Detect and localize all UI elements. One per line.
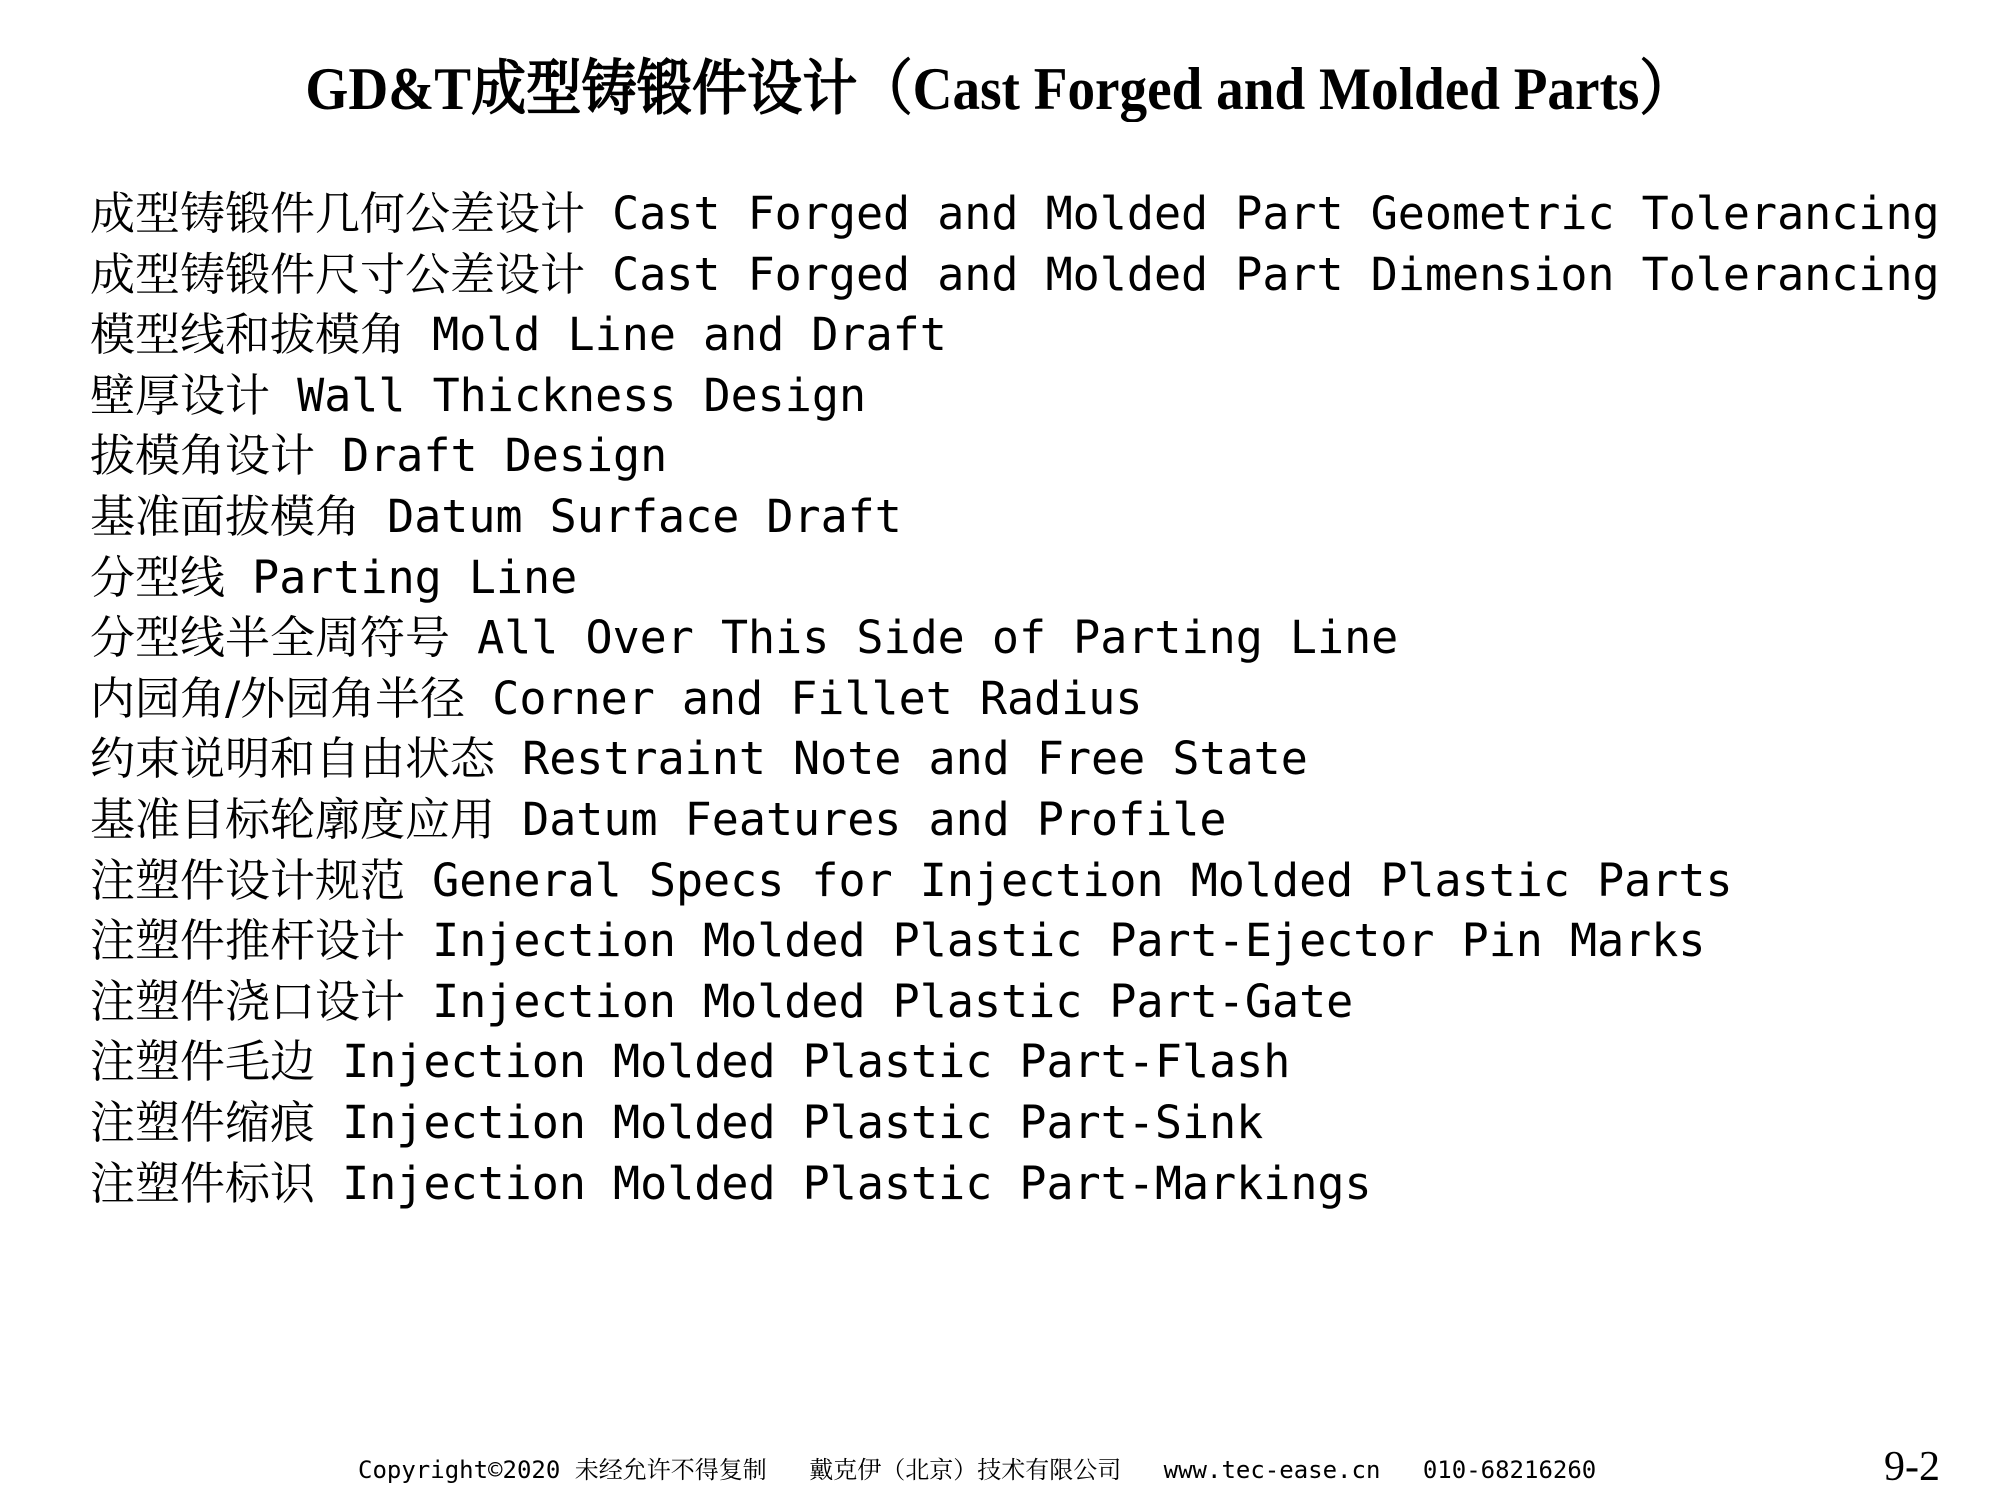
topic-zh: 注塑件设计规范	[90, 853, 406, 907]
topic-en: Injection Molded Plastic Part-Sink	[342, 1095, 1264, 1149]
list-item	[90, 851, 1970, 912]
topic-zh: 拔模角设计	[90, 429, 316, 483]
topic-en: Cast Forged and Molded Part Dimension Tolerancing	[612, 247, 1940, 301]
topic-en: Mold Line and Draft	[432, 308, 947, 362]
topic-en: Restraint Note and Free State	[522, 732, 1308, 786]
topic-en: General Specs for Injection Molded Plastic Parts	[432, 853, 1733, 907]
list-item	[90, 548, 1970, 609]
list-item	[90, 366, 1970, 427]
list-item	[90, 245, 1970, 306]
topic-en: Injection Molded Plastic Part-Gate	[432, 974, 1354, 1028]
topic-en: Injection Molded Plastic Part-Markings	[342, 1156, 1372, 1210]
topic-zh: 成型铸锻件几何公差设计	[90, 187, 586, 240]
topic-en: Datum Surface Draft	[387, 489, 902, 543]
topic-zh: 注塑件毛边	[90, 1035, 316, 1089]
topic-en: Injection Molded Plastic Part-Flash	[342, 1035, 1291, 1089]
page-title: GD&T成型铸锻件设计（Cast Forged and Molded Parts）	[305, 56, 1695, 122]
footer-company: 戴克伊（北京）技术有限公司	[809, 1456, 1122, 1484]
list-item	[90, 729, 1970, 790]
footer	[358, 1452, 1596, 1488]
topic-en: Injection Molded Plastic Part-Ejector Pin Marks	[432, 914, 1706, 968]
topic-zh: 约束说明和自由状态	[90, 732, 496, 786]
list-item	[90, 790, 1970, 851]
topic-list	[90, 184, 1970, 1214]
footer-copyright: Copyright©2020 未经允许不得复制	[358, 1456, 767, 1484]
topic-zh: 注塑件推杆设计	[90, 914, 406, 968]
list-item	[90, 426, 1970, 487]
list-item	[90, 305, 1970, 366]
list-item	[90, 669, 1970, 730]
list-item	[90, 1093, 1970, 1154]
list-item	[90, 608, 1970, 669]
list-item	[90, 972, 1970, 1033]
list-item	[90, 1154, 1970, 1215]
topic-zh: 模型线和拔模角	[90, 308, 406, 362]
list-item	[90, 1032, 1970, 1093]
footer-phone: 010-68216260	[1422, 1456, 1597, 1484]
list-item	[90, 487, 1970, 548]
topic-en: Cast Forged and Molded Part Geometric Tolerancing	[612, 187, 1940, 240]
list-item	[90, 184, 1970, 245]
topic-zh: 分型线半全周符号	[90, 611, 451, 665]
topic-en: Draft Design	[342, 429, 668, 483]
topic-en: All Over This Side of Parting Line	[477, 611, 1399, 665]
topic-zh: 注塑件缩痕	[90, 1095, 316, 1149]
topic-en: Parting Line	[252, 550, 578, 604]
topic-zh: 注塑件标识	[90, 1156, 316, 1210]
topic-en: Wall Thickness Design	[297, 368, 867, 422]
topic-en: Corner and Fillet Radius	[492, 671, 1143, 725]
topic-zh: 内园角/外园角半径	[90, 671, 466, 725]
topic-zh: 注塑件浇口设计	[90, 974, 406, 1028]
footer-website: www.tec-ease.cn	[1163, 1456, 1381, 1484]
topic-zh: 成型铸锻件尺寸公差设计	[90, 247, 586, 301]
topic-zh: 基准面拔模角	[90, 489, 361, 543]
list-item	[90, 911, 1970, 972]
topic-zh: 基准目标轮廓度应用	[90, 792, 496, 846]
topic-zh: 壁厚设计	[90, 368, 271, 422]
topic-zh: 分型线	[90, 550, 226, 604]
page-number: 9-2	[1884, 1444, 1940, 1490]
topic-en: Datum Features and Profile	[522, 792, 1227, 846]
